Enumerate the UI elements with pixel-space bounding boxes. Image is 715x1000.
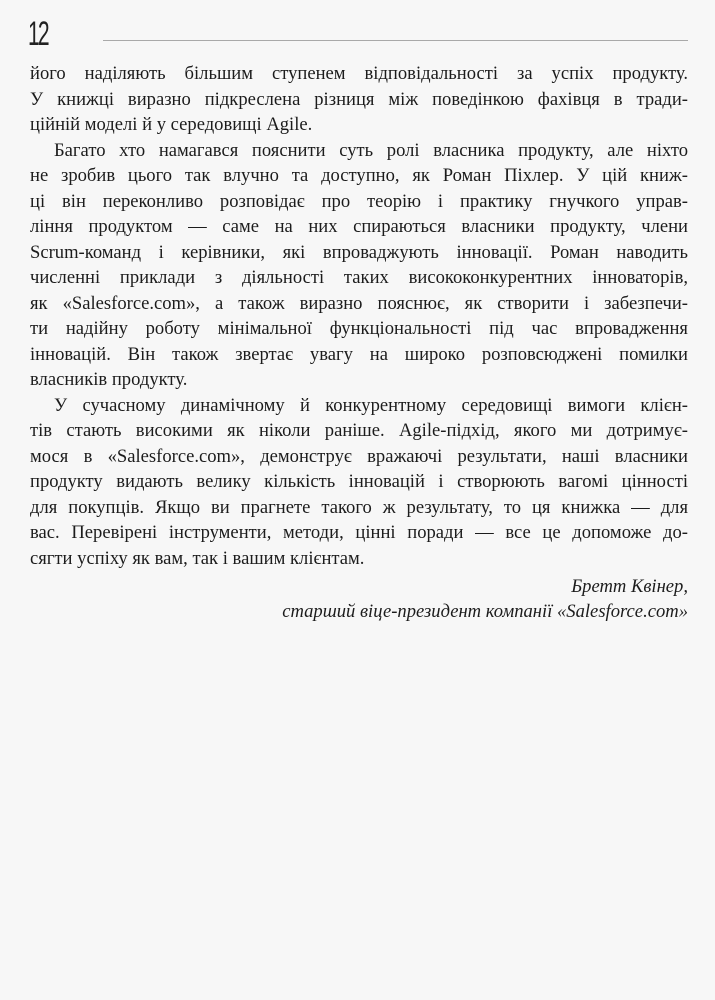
text-line: продукту видають велику кількість інновацій і створюють вагомі цінності [30,471,688,492]
text-line: інновацій. Він також звертає увагу на широко розповсюджені помилки [30,343,688,365]
signature [282,574,688,624]
text-line: як «Salesforce.com», а також виразно пояснює, як створити і забезпечи- [30,292,688,314]
text-line: вас. Перевірені інструменти, методи, цінні поради — все це допоможе до- [30,522,688,543]
signature-name: Бретт Квінер, [571,576,688,597]
page-number: 12 [28,15,48,53]
paragraph-3 [30,393,688,572]
paragraph-1 [30,61,688,138]
signature-title: старший віце-президент компанії «Salesforce.com» [282,601,688,622]
text-line: власників продукту. [30,369,188,390]
text-line: Багато хто намагався пояснити суть ролі власника продукту, але ніхто [54,139,688,161]
page-header [28,14,688,54]
body-text [30,61,688,571]
text-line: ти надійну роботу мінімальної функціональності під час впровадження [30,318,688,339]
text-line: ці він переконливо розповідає про теорію і практику гнучкого управ- [30,190,688,212]
paragraph-2 [30,138,688,393]
text-line: для покупців. Якщо ви прагнете такого ж результату, то ця книжка — для [30,496,688,518]
header-rule [103,40,688,41]
text-line: У книжці виразно підкреслена різниця між поведінкою фахівця в тради- [30,88,688,110]
text-line: У сучасному динамічному й конкурентному середовищі вимоги клієн- [54,394,688,416]
text-line: мося в «Salesforce.com», демонструє вражаючі результати, наші власники [30,445,688,467]
text-line: його наділяють більшим ступенем відповідальності за успіх продукту. [30,63,688,84]
text-line: сягти успіху як вам, так і вашим клієнтам. [30,547,365,569]
text-line: тів стають високими як ніколи раніше. Agile-підхід, якого ми дотримує- [30,420,688,441]
text-line: Scrum-команд і керівники, які впроваджують інновації. Роман наводить [30,241,688,263]
text-line: ління продуктом — саме на них спираються власники продукту, члени [30,216,688,237]
text-line: ційній моделі й у середовищі Agile. [30,114,313,135]
text-line: численні приклади з діяльності таких висококонкурентних інноваторів, [30,267,688,288]
text-line: не зробив цього так влучно та доступно, як Роман Піхлер. У цій книж- [30,165,688,186]
